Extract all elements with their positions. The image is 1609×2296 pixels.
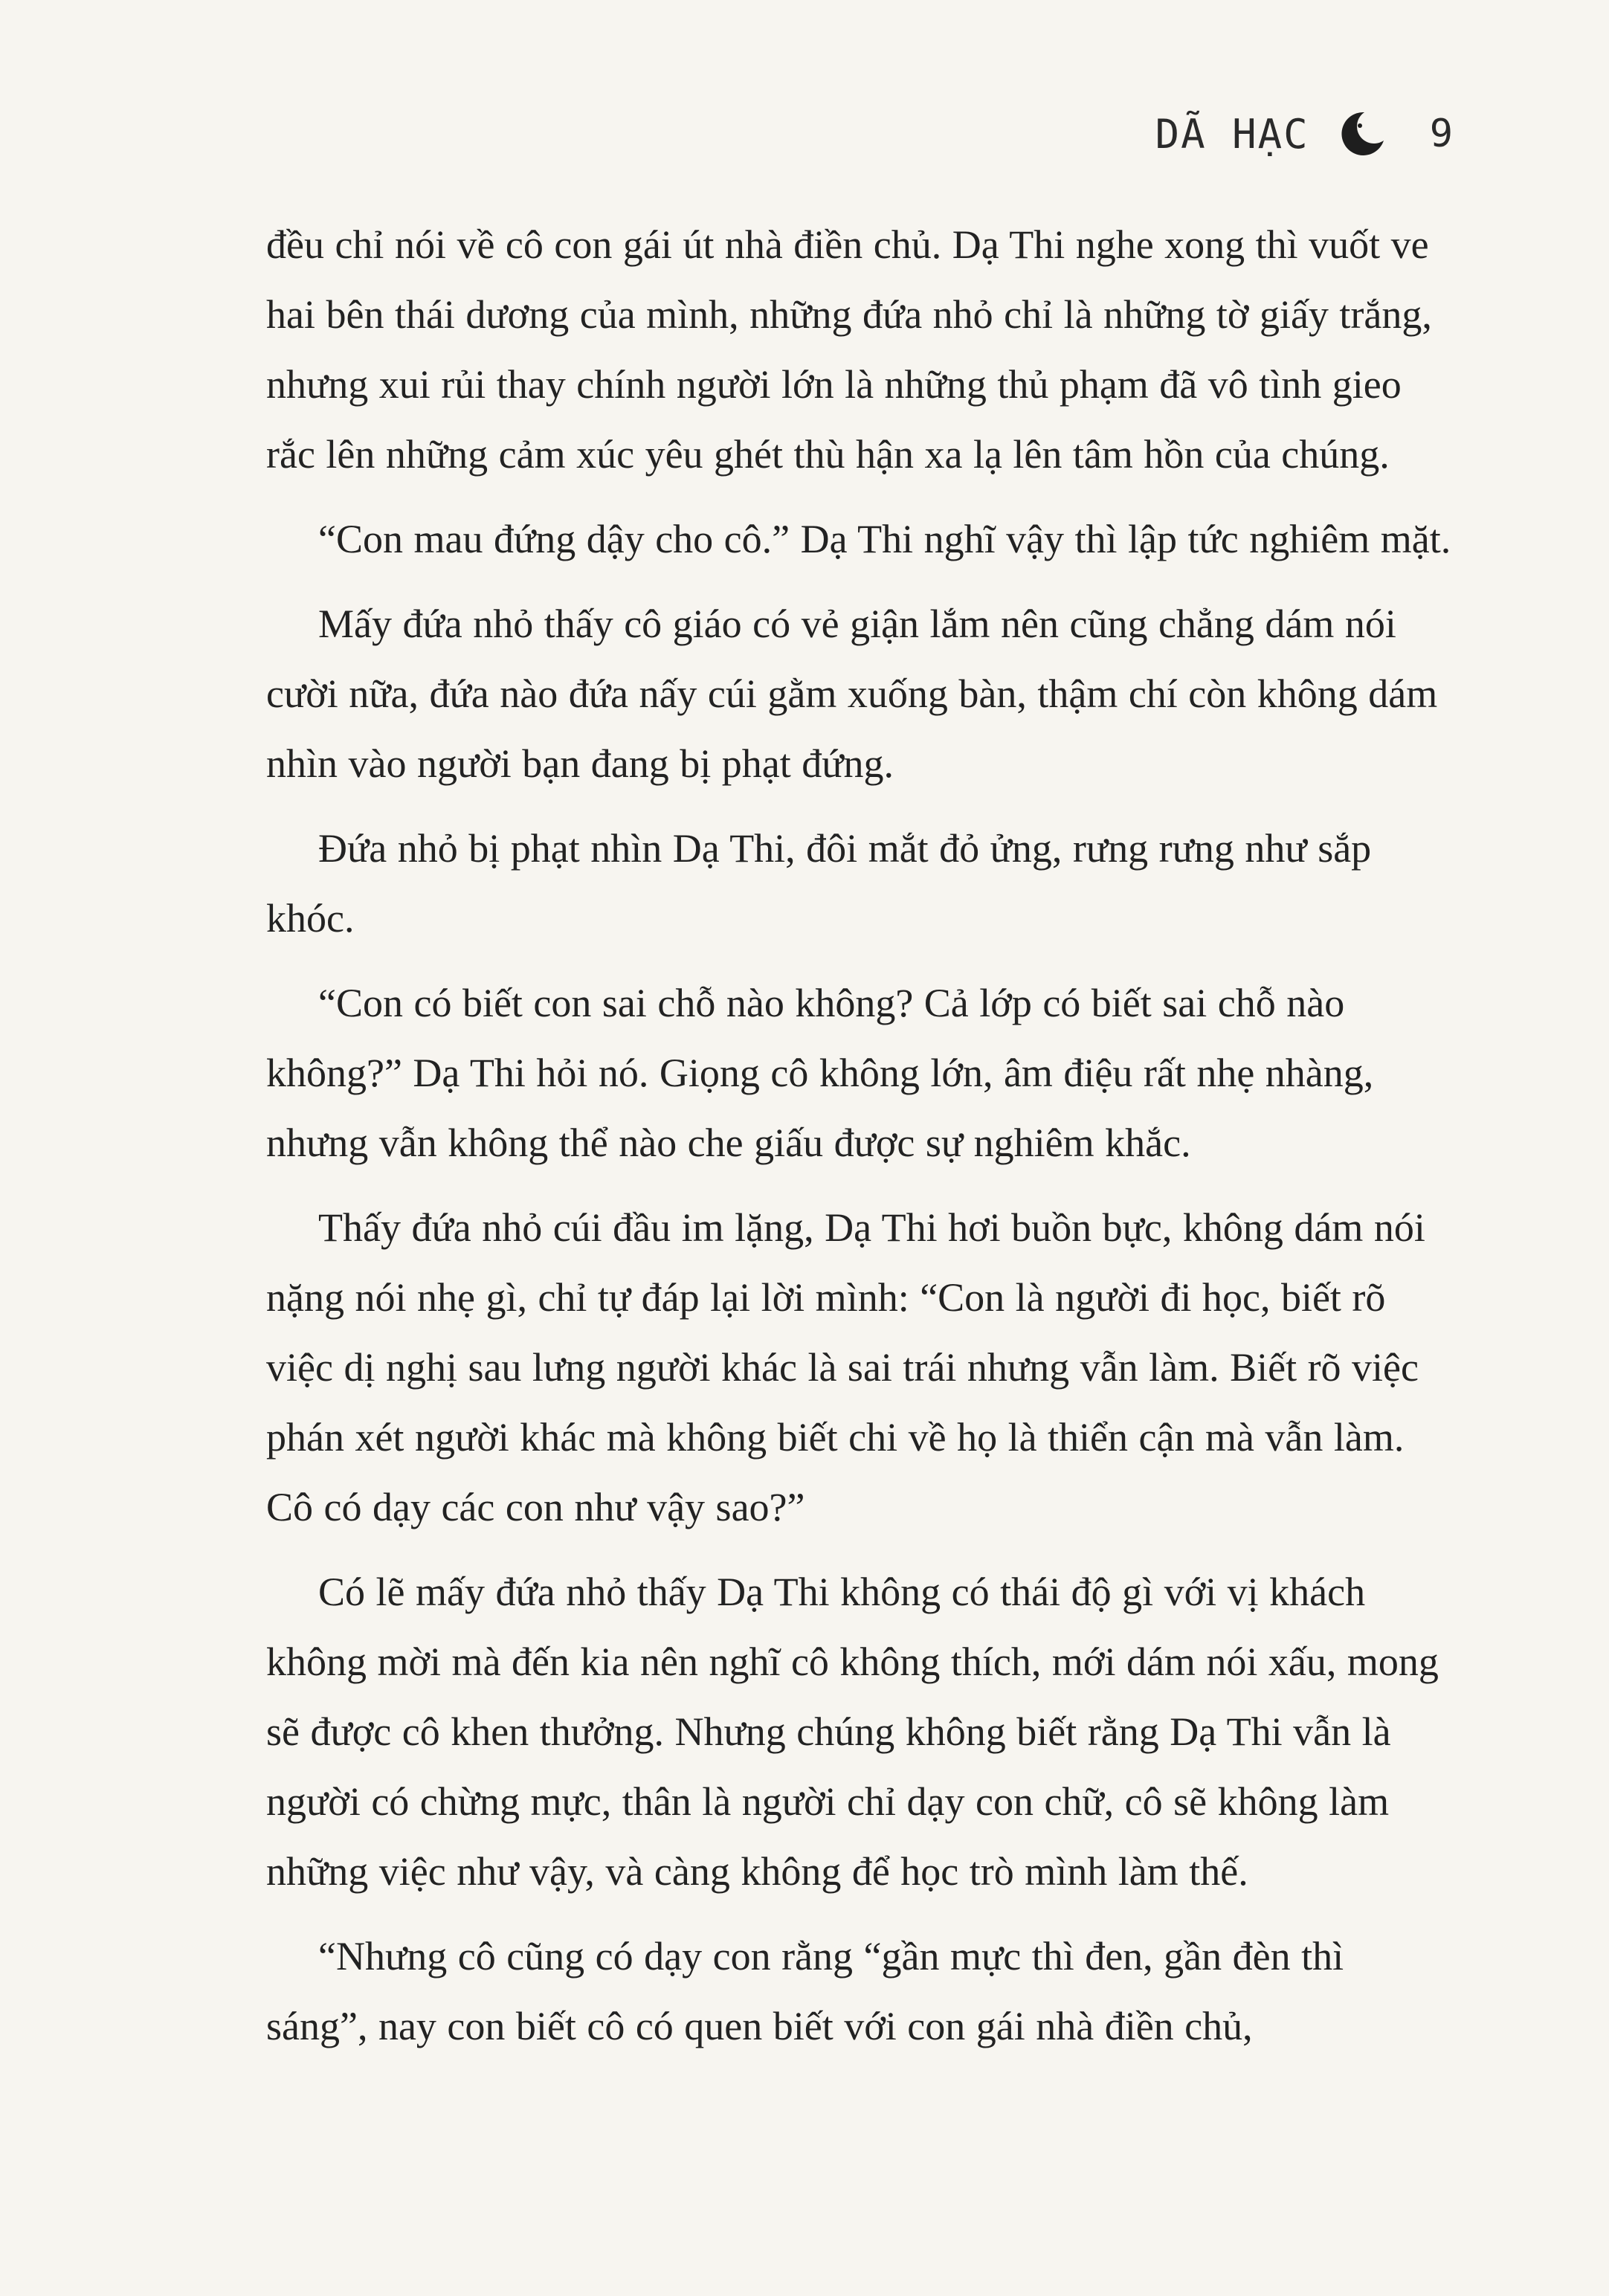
paragraph-7: Có lẽ mấy đứa nhỏ thấy Dạ Thi không có thái độ gì với vị khách không mời mà đến kia nên nghĩ cô không thích, mới dám nói xấu, mong sẽ được cô khen thưởng. Nhưng chúng không biết rằng Dạ Thi vẫn là người có chừng mực, thân là người chỉ dạy con chữ, cô sẽ không làm những việc như vậy, và càng không để học trò mình làm thế. bbox=[266, 1570, 1439, 1894]
moon-icon bbox=[1336, 108, 1388, 160]
running-title: DÃ HẠC bbox=[1155, 110, 1309, 158]
paragraph-5: “Con có biết con sai chỗ nào không? Cả lớp có biết sai chỗ nào không?” Dạ Thi hỏi nó. Giọng cô không lớn, âm điệu rất nhẹ nhàng, nhưng vẫn không thể nào che giấu được sự nghiêm khắc. bbox=[266, 981, 1374, 1165]
paragraph-4: Đứa nhỏ bị phạt nhìn Dạ Thi, đôi mắt đỏ ửng, rưng rưng như sắp khóc. bbox=[266, 826, 1372, 941]
paragraph-3: Mấy đứa nhỏ thấy cô giáo có vẻ giận lắm nên cũng chẳng dám nói cười nữa, đứa nào đứa nấy cúi gằm xuống bàn, thậm chí còn không dám nhìn vào người bạn đang bị phạt đứng. bbox=[266, 602, 1438, 786]
paragraph-8: “Nhưng cô cũng có dạy con rằng “gần mực thì đen, gần đèn thì sáng”, nay con biết cô có quen biết với con gái nhà điền chủ, bbox=[266, 1934, 1344, 2048]
paragraph-6: Thấy đứa nhỏ cúi đầu im lặng, Dạ Thi hơi buồn bực, không dám nói nặng nói nhẹ gì, chỉ tự đáp lại lời mình: “Con là người đi học, biết rõ việc dị nghị sau lưng người khác là sai trái nhưng vẫn làm. Biết rõ việc phán xét người khác mà không biết chi về họ là thiển cận mà vẫn làm. Cô có dạy các con như vậy sao?” bbox=[266, 1205, 1425, 1529]
page-header bbox=[1155, 104, 1453, 164]
page-number: 9 bbox=[1429, 112, 1453, 156]
paragraph-1: đều chỉ nói về cô con gái út nhà điền chủ. Dạ Thi nghe xong thì vuốt ve hai bên thái dương của mình, những đứa nhỏ chỉ là những tờ giấy trắng, nhưng xui rủi thay chính người lớn là những thủ phạm đã vô tình gieo rắc lên những cảm xúc yêu ghét thù hận xa lạ lên tâm hồn của chúng. bbox=[266, 222, 1432, 477]
body-text bbox=[266, 210, 1456, 2076]
paragraph-2: “Con mau đứng dậy cho cô.” Dạ Thi nghĩ vậy thì lập tức nghiêm mặt. bbox=[318, 517, 1451, 561]
